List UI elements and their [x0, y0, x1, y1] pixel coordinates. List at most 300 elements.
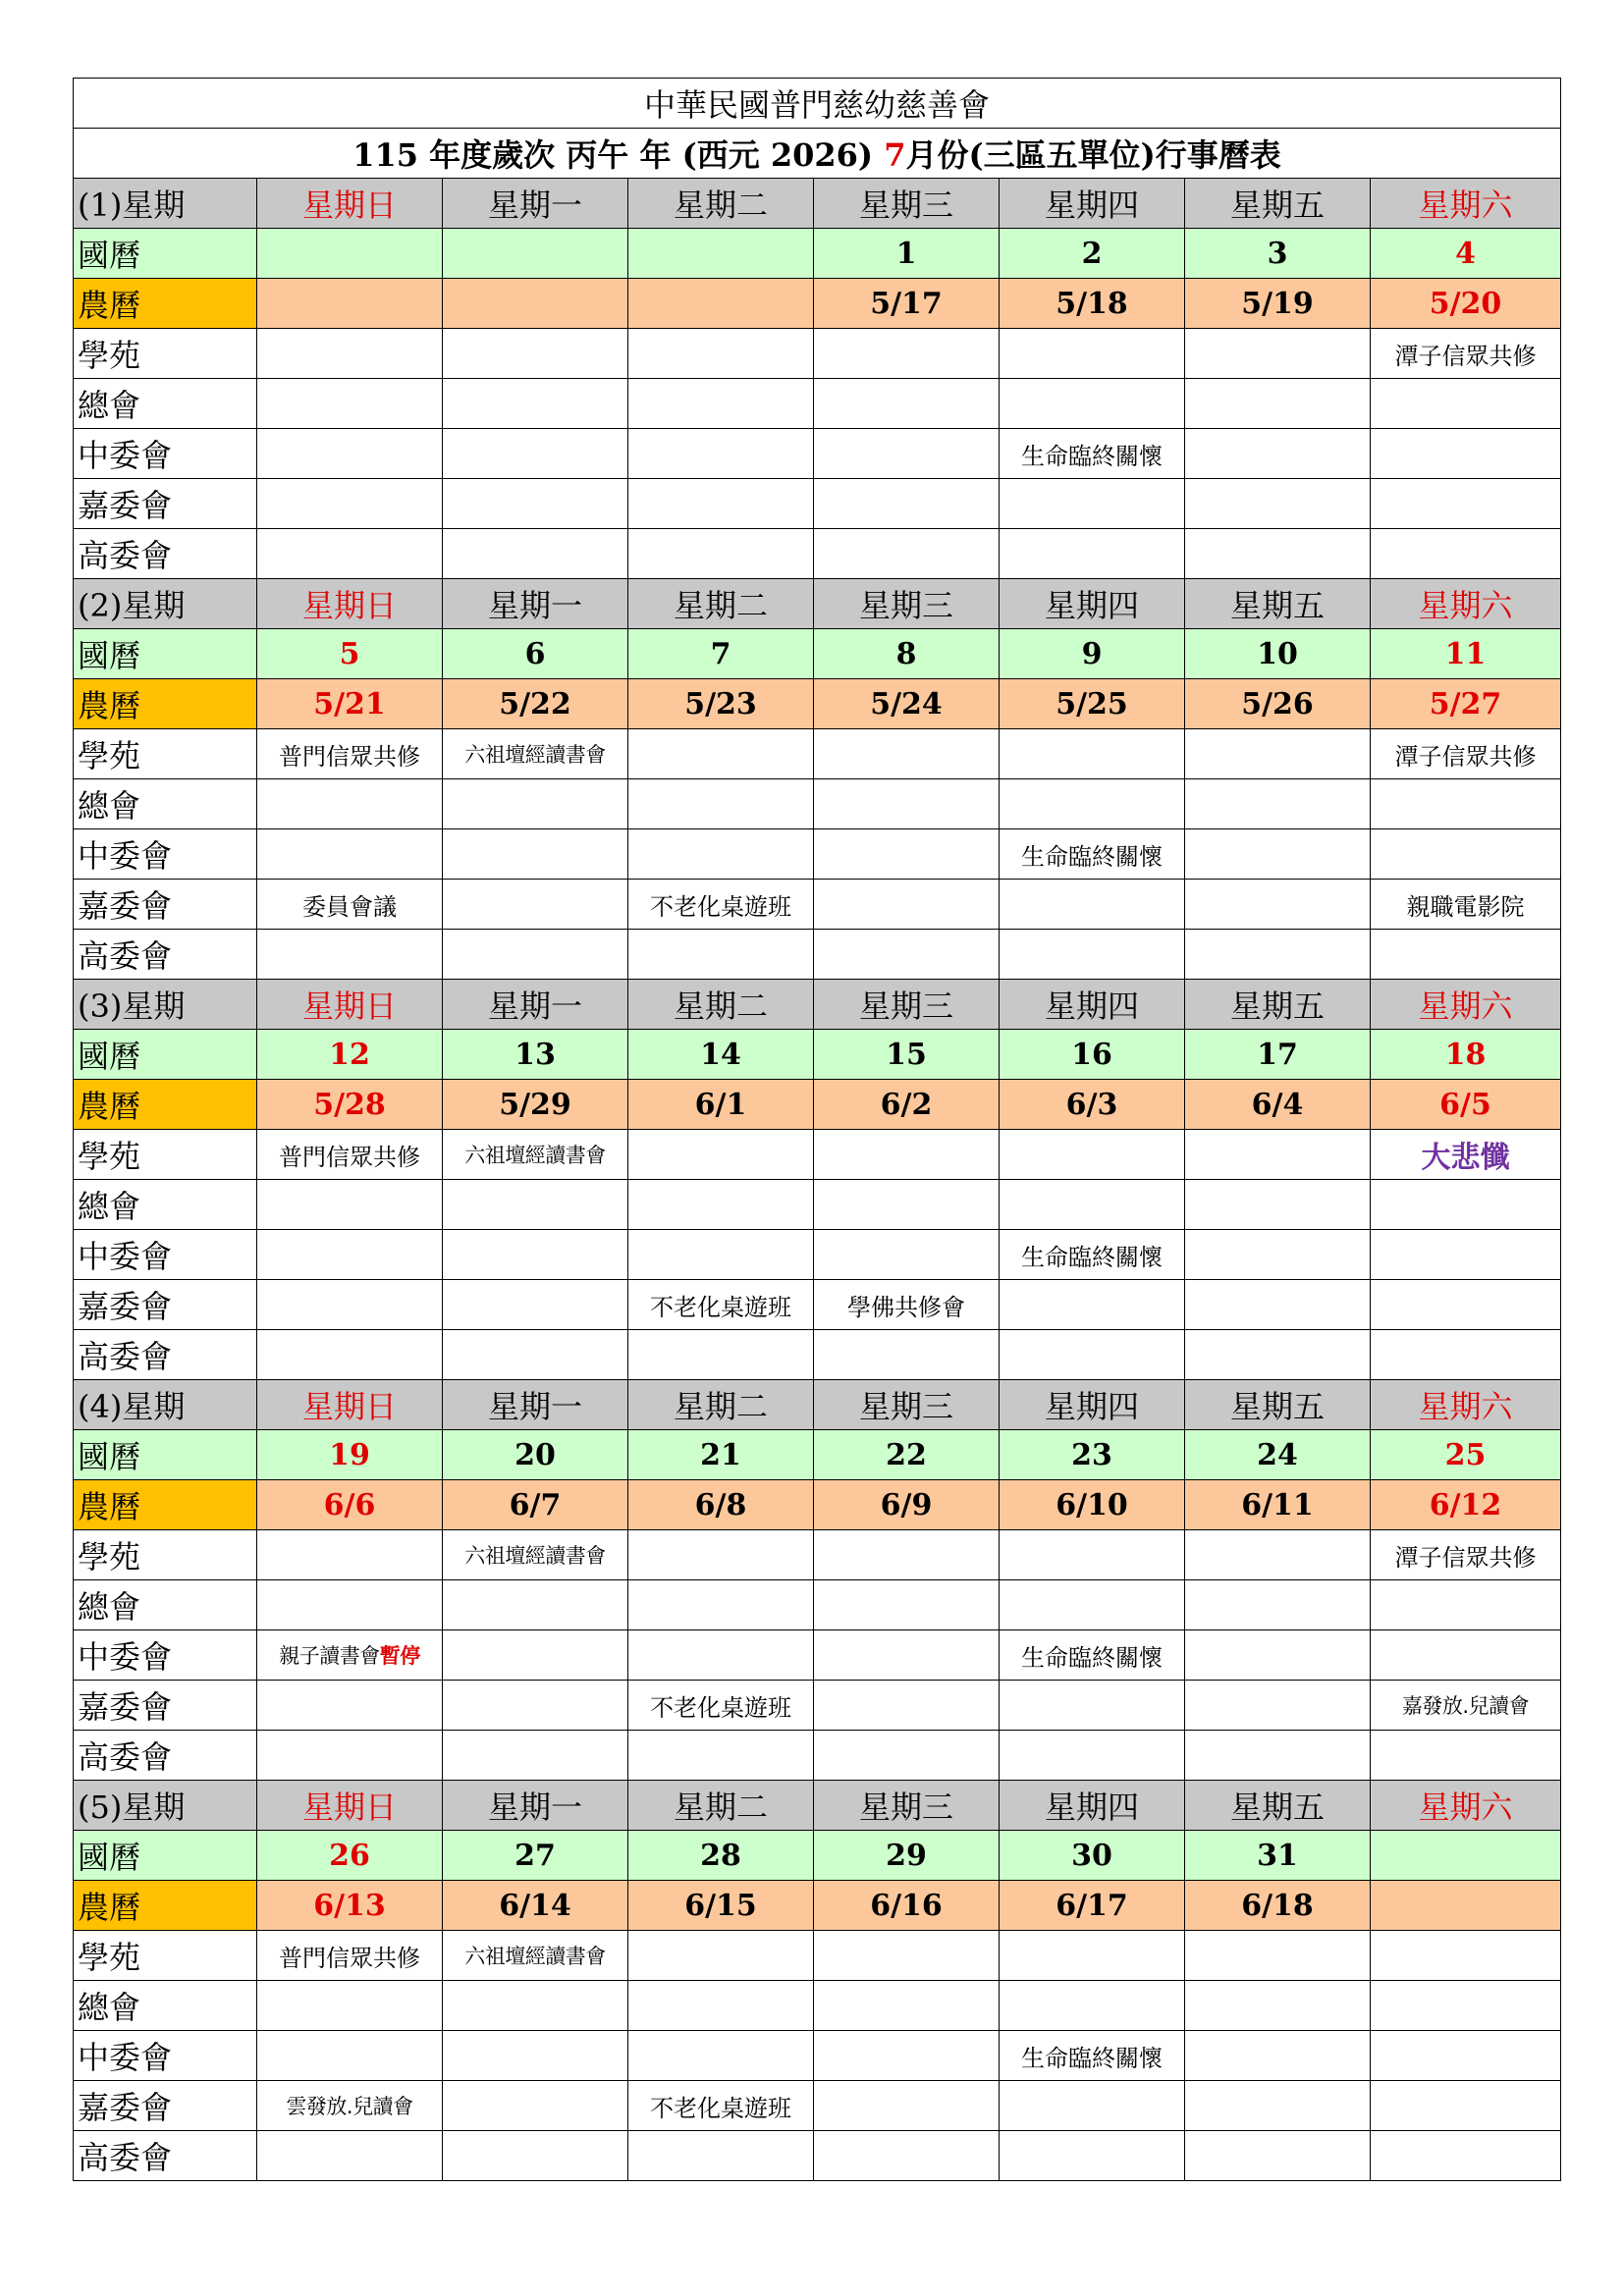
lunar-date: 6/7 [443, 1480, 628, 1530]
row-label-zhongwei: 中委會 [74, 829, 257, 880]
gregorian-date: 21 [628, 1430, 814, 1480]
event-cell [1000, 880, 1185, 930]
week-header-row [74, 179, 1561, 229]
event-row-jiawei [74, 1280, 1561, 1330]
event-cell: 親職電影院 [1371, 880, 1561, 930]
event-cell [257, 829, 443, 880]
event-cell: 不老化桌遊班 [628, 1681, 814, 1731]
event-cell [1000, 779, 1185, 829]
event-cell [1371, 930, 1561, 980]
lunar-date: 6/6 [257, 1480, 443, 1530]
event-row-zonghui [74, 379, 1561, 429]
event-row-xueyuan [74, 1530, 1561, 1580]
subtitle-suffix: 月份(三區五單位)行事曆表 [905, 136, 1281, 174]
event-cell [814, 1330, 1000, 1380]
event-cell [628, 379, 814, 429]
event-text: 親子讀書會 [279, 1644, 380, 1668]
weekday-header: 星期五 [1185, 179, 1371, 229]
week-header-row [74, 579, 1561, 629]
event-row-xueyuan [74, 1931, 1561, 1981]
event-cell [1185, 1180, 1371, 1230]
event-cell [814, 1981, 1000, 2031]
gregorian-date: 29 [814, 1831, 1000, 1881]
gregorian-date [443, 229, 628, 279]
event-cell [257, 779, 443, 829]
lunar-date: 6/12 [1371, 1480, 1561, 1530]
event-cell [814, 1630, 1000, 1681]
event-row-zhongwei [74, 829, 1561, 880]
event-cell [1185, 2131, 1371, 2181]
event-cell [257, 429, 443, 479]
weekday-header: 星期日 [257, 579, 443, 629]
weekday-header: 星期五 [1185, 579, 1371, 629]
page-title: 中華民國普門慈幼慈善會 [74, 79, 1561, 129]
event-cell [1185, 1280, 1371, 1330]
row-label-lunar: 農曆 [74, 1480, 257, 1530]
weekday-header: 星期日 [257, 1380, 443, 1430]
row-label-zonghui: 總會 [74, 1981, 257, 2031]
event-cell [1185, 1981, 1371, 2031]
event-cell [814, 1731, 1000, 1781]
page-subtitle [74, 129, 1561, 179]
lunar-date: 6/4 [1185, 1080, 1371, 1130]
gregorian-date: 26 [257, 1831, 443, 1881]
event-cell [1185, 429, 1371, 479]
weekday-header: 星期五 [1185, 980, 1371, 1030]
weekday-header: 星期日 [257, 980, 443, 1030]
week-label: (1)星期 [74, 179, 257, 229]
event-cell [443, 1330, 628, 1380]
event-cell [1000, 1130, 1185, 1180]
weekday-header: 星期二 [628, 579, 814, 629]
gregorian-date: 25 [1371, 1430, 1561, 1480]
event-cell [814, 1230, 1000, 1280]
gregorian-date: 17 [1185, 1030, 1371, 1080]
event-cell [1000, 329, 1185, 379]
gregorian-date: 30 [1000, 1831, 1185, 1881]
row-label-zhongwei: 中委會 [74, 2031, 257, 2081]
lunar-date [257, 279, 443, 329]
event-cell: 不老化桌遊班 [628, 880, 814, 930]
event-cell [1000, 1931, 1185, 1981]
weekday-header: 星期日 [257, 1781, 443, 1831]
event-cell [1185, 729, 1371, 779]
week-label: (3)星期 [74, 980, 257, 1030]
event-cell [257, 1330, 443, 1380]
event-row-zhongwei [74, 429, 1561, 479]
row-label-lunar: 農曆 [74, 679, 257, 729]
lunar-date: 5/17 [814, 279, 1000, 329]
weekday-header: 星期三 [814, 1380, 1000, 1430]
gregorian-date: 23 [1000, 1430, 1185, 1480]
weekday-header: 星期二 [628, 1781, 814, 1831]
gregorian-date: 2 [1000, 229, 1185, 279]
lunar-date: 5/20 [1371, 279, 1561, 329]
gregorian-date: 15 [814, 1030, 1000, 1080]
event-cell [628, 1731, 814, 1781]
event-cell [257, 329, 443, 379]
event-cell [814, 880, 1000, 930]
lunar-date: 5/26 [1185, 679, 1371, 729]
event-row-zonghui [74, 1580, 1561, 1630]
event-cell [1000, 1180, 1185, 1230]
weekday-header: 星期五 [1185, 1380, 1371, 1430]
row-label-zhongwei: 中委會 [74, 429, 257, 479]
event-cell [443, 2031, 628, 2081]
event-cell [1000, 1330, 1185, 1380]
weekday-header: 星期二 [628, 179, 814, 229]
event-cell [443, 379, 628, 429]
event-row-gaowei [74, 2131, 1561, 2181]
event-cell [628, 1180, 814, 1230]
lunar-date: 6/17 [1000, 1881, 1185, 1931]
weekday-header: 星期四 [1000, 179, 1185, 229]
event-cell [443, 1280, 628, 1330]
event-row-xueyuan [74, 729, 1561, 779]
event-cell [814, 1530, 1000, 1580]
row-label-xueyuan: 學苑 [74, 1130, 257, 1180]
weekday-header: 星期日 [257, 179, 443, 229]
row-label-zonghui: 總會 [74, 779, 257, 829]
event-cell [628, 429, 814, 479]
gregorian-date-row [74, 629, 1561, 679]
row-label-gaowei: 高委會 [74, 930, 257, 980]
event-cell [1185, 1931, 1371, 1981]
weekday-header: 星期一 [443, 179, 628, 229]
event-cell [1000, 529, 1185, 579]
lunar-date: 5/24 [814, 679, 1000, 729]
gregorian-date: 16 [1000, 1030, 1185, 1080]
event-cell [1371, 479, 1561, 529]
lunar-date [443, 279, 628, 329]
event-row-jiawei [74, 479, 1561, 529]
lunar-date: 6/10 [1000, 1480, 1185, 1530]
event-cell: 潭子信眾共修 [1371, 1530, 1561, 1580]
row-label-jiawei: 嘉委會 [74, 479, 257, 529]
event-cell [1185, 2031, 1371, 2081]
event-cell [628, 2131, 814, 2181]
weekday-header: 星期三 [814, 980, 1000, 1030]
event-cell [1371, 1731, 1561, 1781]
weekday-header: 星期一 [443, 579, 628, 629]
event-cell: 學佛共修會 [814, 1280, 1000, 1330]
event-row-gaowei [74, 1731, 1561, 1781]
event-row-xueyuan [74, 1130, 1561, 1180]
row-label-xueyuan: 學苑 [74, 1530, 257, 1580]
row-label-zonghui: 總會 [74, 1180, 257, 1230]
event-cell [814, 1180, 1000, 1230]
gregorian-date: 11 [1371, 629, 1561, 679]
event-cell: 普門信眾共修 [257, 1931, 443, 1981]
event-cell [257, 1280, 443, 1330]
event-cell [443, 2131, 628, 2181]
weekday-header: 星期三 [814, 579, 1000, 629]
row-label-greg: 國曆 [74, 229, 257, 279]
event-cell [1185, 829, 1371, 880]
event-cell: 六祖壇經讀書會 [443, 729, 628, 779]
event-cell [814, 930, 1000, 980]
event-cell [814, 2031, 1000, 2081]
event-cell [1371, 779, 1561, 829]
gregorian-date: 14 [628, 1030, 814, 1080]
event-cell [628, 829, 814, 880]
event-cell [443, 429, 628, 479]
row-label-greg: 國曆 [74, 1430, 257, 1480]
event-cell [1185, 1731, 1371, 1781]
lunar-date: 5/23 [628, 679, 814, 729]
event-cell [443, 829, 628, 880]
row-label-jiawei: 嘉委會 [74, 1280, 257, 1330]
gregorian-date: 31 [1185, 1831, 1371, 1881]
weekday-header: 星期六 [1371, 579, 1561, 629]
event-cell: 潭子信眾共修 [1371, 729, 1561, 779]
event-row-zhongwei [74, 2031, 1561, 2081]
gregorian-date [257, 229, 443, 279]
event-cell [1371, 2081, 1561, 2131]
lunar-date: 6/14 [443, 1881, 628, 1931]
event-cell [814, 429, 1000, 479]
event-cell [443, 930, 628, 980]
event-cell [1185, 1130, 1371, 1180]
row-label-jiawei: 嘉委會 [74, 1681, 257, 1731]
row-label-jiawei: 嘉委會 [74, 2081, 257, 2131]
gregorian-date: 20 [443, 1430, 628, 1480]
gregorian-date-row [74, 1831, 1561, 1881]
event-cell [814, 2081, 1000, 2131]
event-cell [1371, 2131, 1561, 2181]
event-cell [628, 1230, 814, 1280]
weekday-header: 星期一 [443, 1380, 628, 1430]
row-label-lunar: 農曆 [74, 279, 257, 329]
event-row-zonghui [74, 779, 1561, 829]
subtitle-prefix: 115 年度歲次 丙午 年 (西元 2026) [352, 136, 874, 174]
event-cell [1371, 1230, 1561, 1280]
weekday-header: 星期六 [1371, 1781, 1561, 1831]
event-cell [1000, 1681, 1185, 1731]
event-cell [1371, 2031, 1561, 2081]
lunar-date: 6/9 [814, 1480, 1000, 1530]
row-label-greg: 國曆 [74, 1831, 257, 1881]
gregorian-date: 28 [628, 1831, 814, 1881]
event-cell [1371, 529, 1561, 579]
gregorian-date: 7 [628, 629, 814, 679]
weekday-header: 星期一 [443, 1781, 628, 1831]
lunar-date: 6/1 [628, 1080, 814, 1130]
lunar-date: 5/21 [257, 679, 443, 729]
event-cell [1000, 1731, 1185, 1781]
event-cell [1371, 1180, 1561, 1230]
event-cell [628, 479, 814, 529]
lunar-date: 5/19 [1185, 279, 1371, 329]
event-cell [814, 829, 1000, 880]
row-label-lunar: 農曆 [74, 1080, 257, 1130]
suspended-label: 暫停 [379, 1644, 420, 1668]
event-cell [443, 779, 628, 829]
event-cell: 大悲懺 [1371, 1130, 1561, 1180]
event-cell [1000, 1580, 1185, 1630]
lunar-date: 5/29 [443, 1080, 628, 1130]
event-cell [257, 1580, 443, 1630]
lunar-date: 6/11 [1185, 1480, 1371, 1530]
event-cell: 生命臨終關懷 [1000, 2031, 1185, 2081]
title-row [74, 79, 1561, 129]
event-cell [628, 729, 814, 779]
row-label-zhongwei: 中委會 [74, 1630, 257, 1681]
row-label-greg: 國曆 [74, 1030, 257, 1080]
event-cell [1000, 2131, 1185, 2181]
event-cell [628, 1530, 814, 1580]
event-cell: 不老化桌遊班 [628, 1280, 814, 1330]
weekday-header: 星期一 [443, 980, 628, 1030]
event-cell [814, 329, 1000, 379]
gregorian-date: 5 [257, 629, 443, 679]
event-cell [443, 880, 628, 930]
event-cell: 生命臨終關懷 [1000, 1630, 1185, 1681]
event-cell [814, 529, 1000, 579]
event-row-gaowei [74, 529, 1561, 579]
lunar-date: 5/18 [1000, 279, 1185, 329]
event-cell [257, 2031, 443, 2081]
lunar-date: 6/15 [628, 1881, 814, 1931]
weekday-header: 星期三 [814, 1781, 1000, 1831]
event-cell [1371, 379, 1561, 429]
event-cell [1185, 1630, 1371, 1681]
event-row-zhongwei [74, 1630, 1561, 1681]
event-cell [257, 1530, 443, 1580]
event-cell [257, 1681, 443, 1731]
lunar-date: 6/3 [1000, 1080, 1185, 1130]
week-label: (5)星期 [74, 1781, 257, 1831]
event-cell [1000, 479, 1185, 529]
event-cell [814, 779, 1000, 829]
row-label-lunar: 農曆 [74, 1881, 257, 1931]
weekday-header: 星期四 [1000, 1781, 1185, 1831]
event-cell [257, 529, 443, 579]
event-cell [628, 1130, 814, 1180]
gregorian-date: 4 [1371, 229, 1561, 279]
gregorian-date: 13 [443, 1030, 628, 1080]
row-label-gaowei: 高委會 [74, 1330, 257, 1380]
row-label-gaowei: 高委會 [74, 529, 257, 579]
lunar-date: 6/2 [814, 1080, 1000, 1130]
lunar-date: 5/28 [257, 1080, 443, 1130]
event-cell: 不老化桌遊班 [628, 2081, 814, 2131]
week-header-row [74, 980, 1561, 1030]
event-cell: 普門信眾共修 [257, 1130, 443, 1180]
event-cell [1185, 379, 1371, 429]
lunar-date: 6/16 [814, 1881, 1000, 1931]
event-cell: 普門信眾共修 [257, 729, 443, 779]
row-label-zonghui: 總會 [74, 1580, 257, 1630]
event-cell [1371, 1580, 1561, 1630]
event-cell [814, 2131, 1000, 2181]
event-cell [628, 1580, 814, 1630]
weekday-header: 星期六 [1371, 179, 1561, 229]
weekday-header: 星期六 [1371, 980, 1561, 1030]
event-cell [628, 779, 814, 829]
event-cell [443, 329, 628, 379]
event-cell [1000, 379, 1185, 429]
weekday-header: 星期四 [1000, 980, 1185, 1030]
gregorian-date [628, 229, 814, 279]
row-label-zonghui: 總會 [74, 379, 257, 429]
lunar-date [1371, 1881, 1561, 1931]
gregorian-date [1371, 1831, 1561, 1881]
event-cell [1371, 1931, 1561, 1981]
gregorian-date: 22 [814, 1430, 1000, 1480]
event-cell [443, 529, 628, 579]
event-cell [1185, 1230, 1371, 1280]
event-cell [628, 529, 814, 579]
lunar-date: 6/18 [1185, 1881, 1371, 1931]
event-row-gaowei [74, 1330, 1561, 1380]
subtitle-month: 7 [884, 136, 906, 174]
event-cell [257, 1630, 443, 1681]
event-cell [1000, 1981, 1185, 2031]
gregorian-date: 1 [814, 229, 1000, 279]
event-cell [1371, 1630, 1561, 1681]
lunar-date-row [74, 279, 1561, 329]
event-row-xueyuan [74, 329, 1561, 379]
event-cell: 六祖壇經讀書會 [443, 1530, 628, 1580]
event-cell: 生命臨終關懷 [1000, 829, 1185, 880]
weekday-header: 星期五 [1185, 1781, 1371, 1831]
event-cell: 六祖壇經讀書會 [443, 1931, 628, 1981]
subtitle-row [74, 129, 1561, 179]
event-cell [1185, 930, 1371, 980]
event-cell [1185, 880, 1371, 930]
event-cell [1185, 1530, 1371, 1580]
event-cell [443, 1681, 628, 1731]
event-cell: 六祖壇經讀書會 [443, 1130, 628, 1180]
gregorian-date: 12 [257, 1030, 443, 1080]
lunar-date [628, 279, 814, 329]
row-label-zhongwei: 中委會 [74, 1230, 257, 1280]
event-cell [814, 1580, 1000, 1630]
weekday-header: 星期二 [628, 1380, 814, 1430]
lunar-date-row [74, 679, 1561, 729]
weekday-header: 星期四 [1000, 1380, 1185, 1430]
row-label-gaowei: 高委會 [74, 1731, 257, 1781]
event-cell [814, 1681, 1000, 1731]
event-cell: 生命臨終關懷 [1000, 1230, 1185, 1280]
gregorian-date: 3 [1185, 229, 1371, 279]
row-label-xueyuan: 學苑 [74, 1931, 257, 1981]
gregorian-date: 10 [1185, 629, 1371, 679]
event-cell [814, 479, 1000, 529]
event-cell [1185, 329, 1371, 379]
event-cell [443, 1630, 628, 1681]
week-label: (4)星期 [74, 1380, 257, 1430]
event-cell [814, 1931, 1000, 1981]
event-cell: 委員會議 [257, 880, 443, 930]
weekday-header: 星期三 [814, 179, 1000, 229]
lunar-date-row [74, 1080, 1561, 1130]
event-cell [1185, 2081, 1371, 2131]
event-cell [257, 1230, 443, 1280]
event-cell: 潭子信眾共修 [1371, 329, 1561, 379]
lunar-date: 6/8 [628, 1480, 814, 1530]
row-label-xueyuan: 學苑 [74, 729, 257, 779]
lunar-date-row [74, 1480, 1561, 1530]
event-cell [814, 1130, 1000, 1180]
event-cell [257, 479, 443, 529]
gregorian-date-row [74, 229, 1561, 279]
event-cell [814, 379, 1000, 429]
event-cell [1371, 829, 1561, 880]
event-cell [628, 1931, 814, 1981]
event-cell [443, 1180, 628, 1230]
